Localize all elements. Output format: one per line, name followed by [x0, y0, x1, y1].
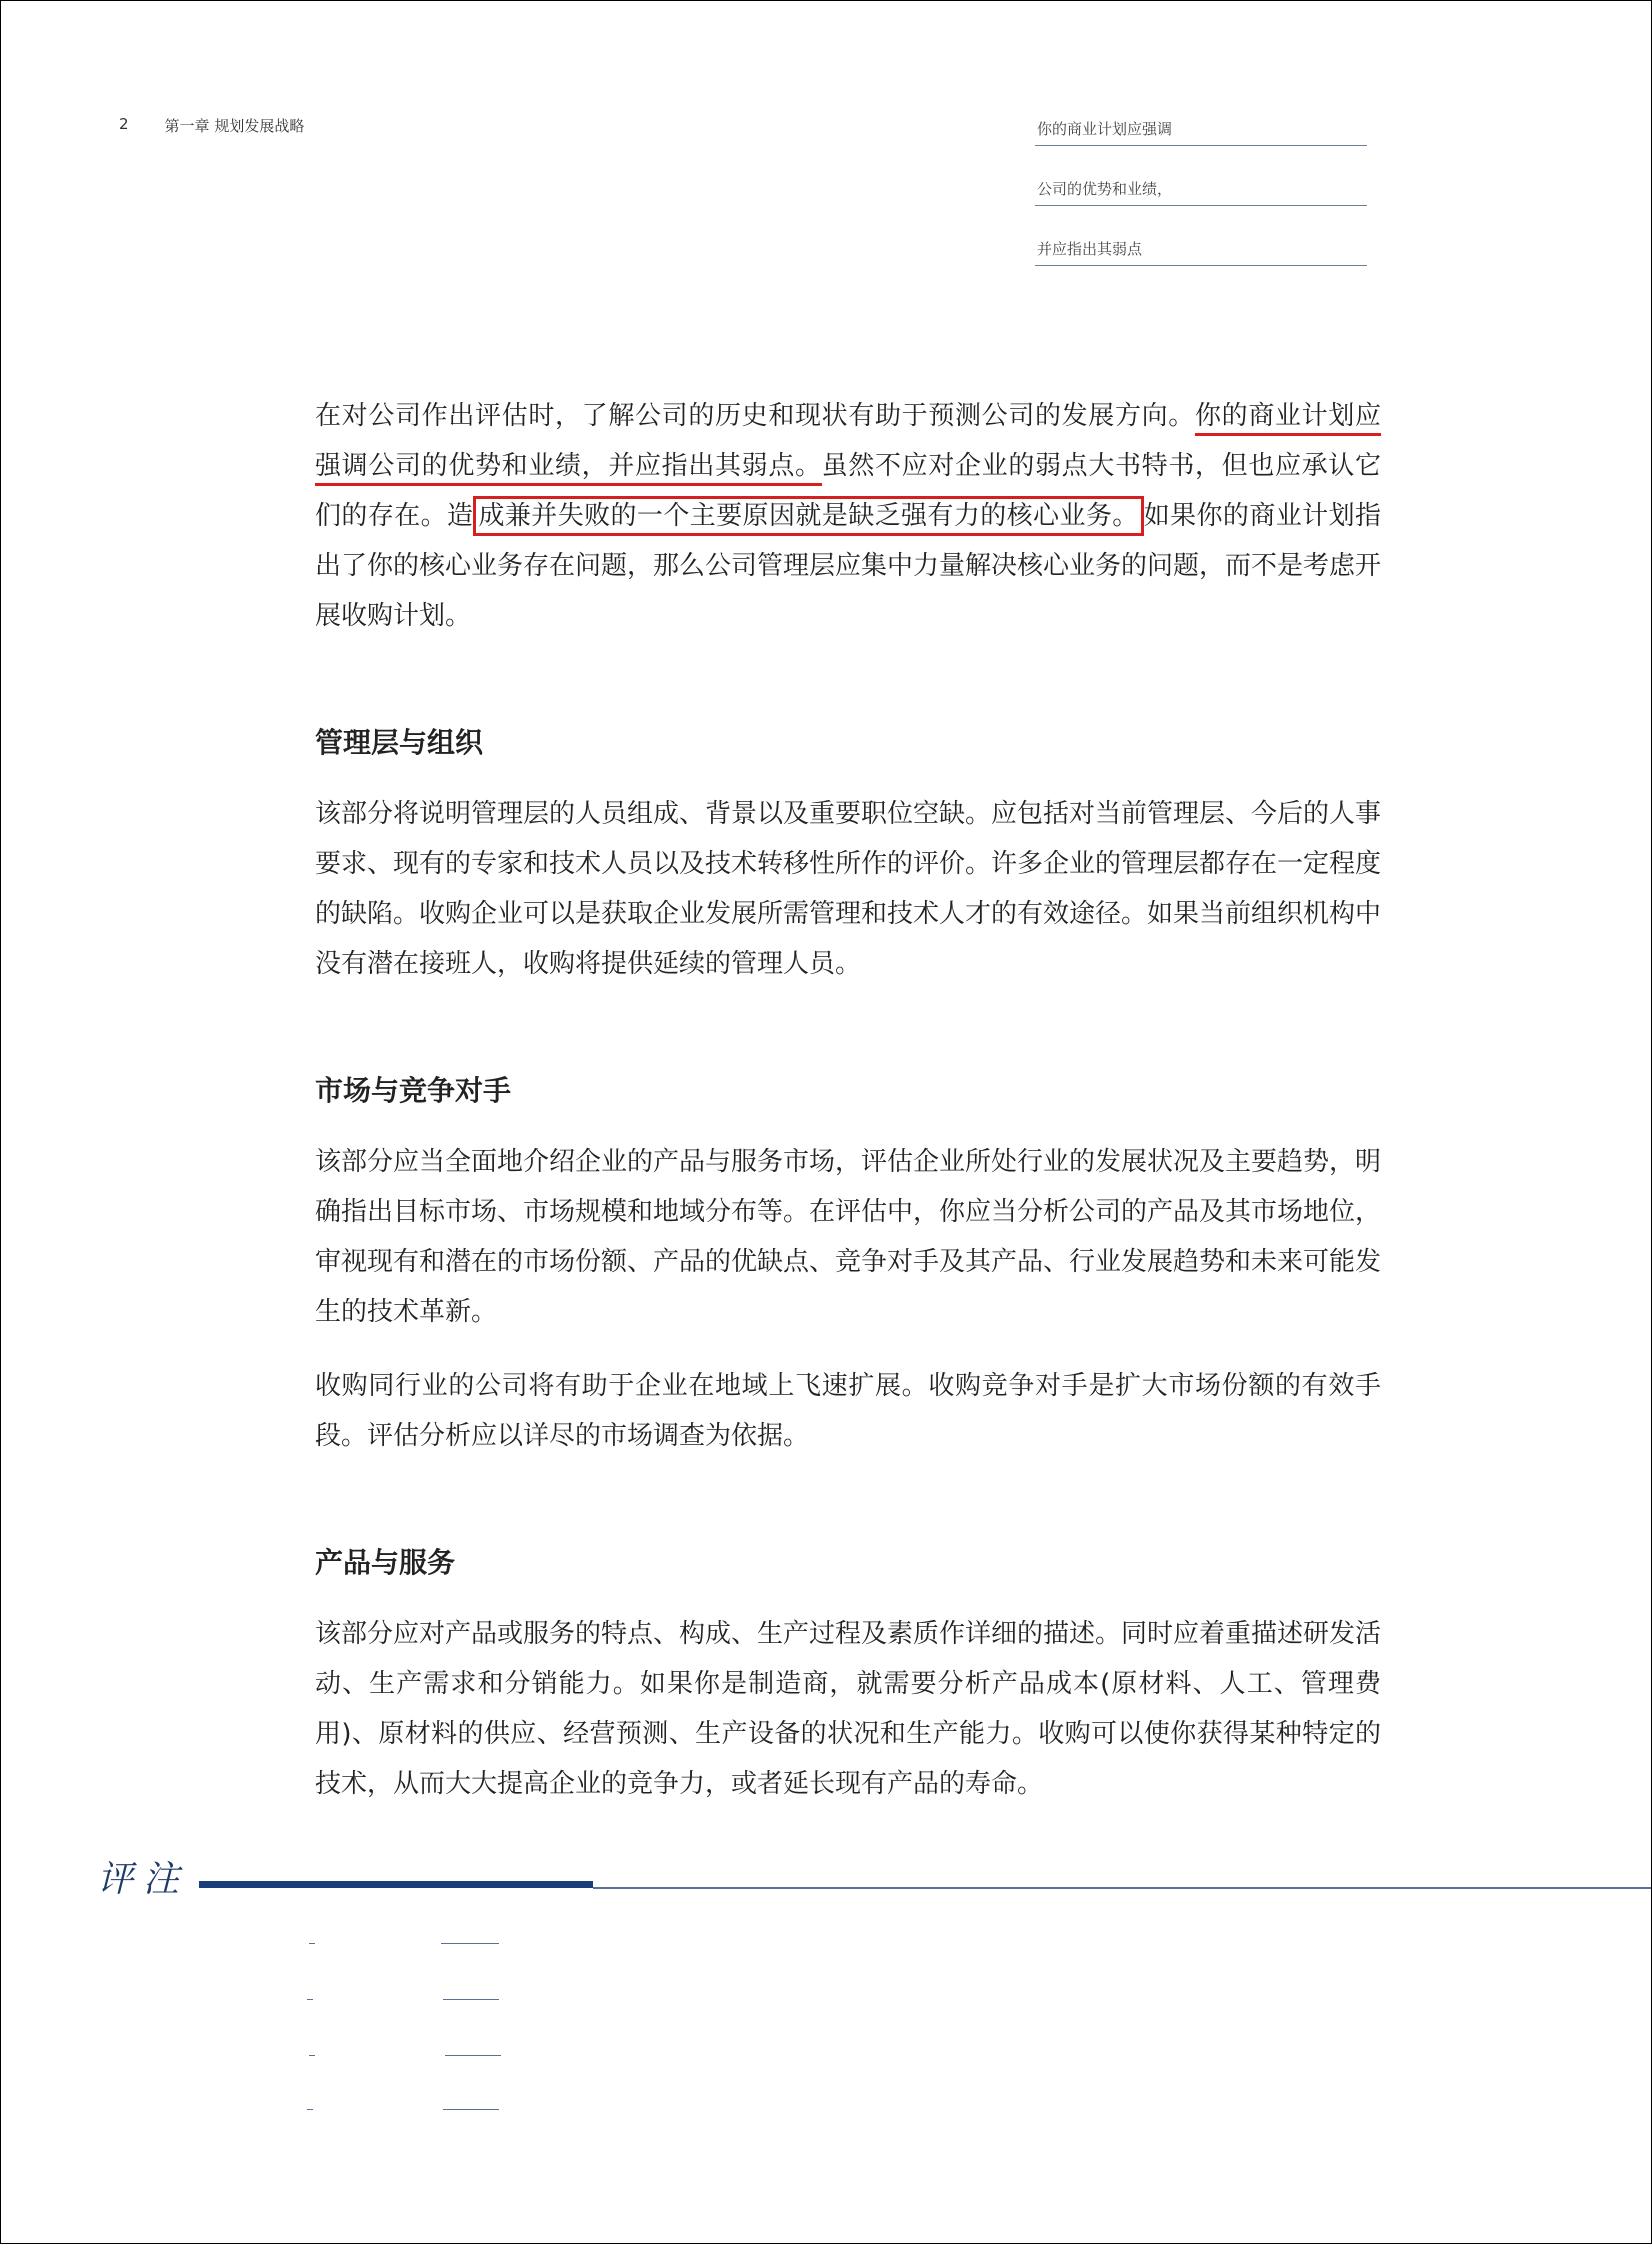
- margin-notes: [1035, 117, 1367, 297]
- comments-title: 评注: [97, 1859, 190, 1900]
- management-paragraph: 该部分将说明管理层的人员组成、背景以及重要职位空缺。应包括对当前管理层、今后的人事要求、现有的专家和技术人员以及技术转移性所作的评价。许多企业的管理层都存在一定程度的缺陷。收购企业可以是获取企业发展所需管理和技术人才的有效途径。如果当前组织机构中没有潜在接班人，收购将提供延续的管理人员。: [315, 799, 1382, 979]
- comments-divider: [593, 1887, 1652, 1889]
- margin-note: 并应指出其弱点: [1035, 237, 1367, 266]
- market-paragraph-2: 收购同行业的公司将有助于企业在地域上飞速扩展。收购竞争对手是扩大市场份额的有效手段。评估分析应以详尽的市场调查为依据。: [315, 1371, 1381, 1451]
- margin-note: 你的商业计划应强调: [1035, 117, 1367, 146]
- page-number: 2: [119, 115, 129, 133]
- section-heading-management: 管理层与组织: [315, 726, 484, 759]
- section-heading-market: 市场与竞争对手: [315, 1074, 512, 1107]
- intro-text: 在对公司作出评估时，了解公司的历史和现状有助于预测公司的发展方向。: [315, 401, 1195, 431]
- products-paragraph: 该部分应对产品或服务的特点、构成、生产过程及素质作详细的描述。同时应着重描述研发活动、生产需求和分销能力。如果你是制造商，就需要分析产品成本(原材料、人工、管理费用)、原材料的供应、经营预测、生产设备的状况和生产能力。收购可以使你获得某种特定的技术，从而大大提高企业的竞争力，或者延长现有产品的寿命。: [315, 1619, 1382, 1799]
- boxed-highlight: 成兼并失败的一个主要原因就是缺乏强有力的核心业务。: [473, 496, 1143, 536]
- chapter-title: 第一章 规划发展战略: [164, 117, 305, 135]
- comment-line: [309, 1943, 315, 1944]
- comment-line: [307, 2109, 313, 2110]
- comment-line: [441, 1943, 499, 1944]
- comment-line: [443, 1999, 499, 2000]
- intro-text: 如果你的商业计划指出了你的核心业务存在问题，那么公司管理层应集中力量解决核心业务的问题，而不是考虑开展收购计划。: [315, 501, 1382, 631]
- section-heading-products: 产品与服务: [315, 1546, 456, 1579]
- main-content: [315, 391, 1381, 1809]
- intro-text: 虽然不应对企业的弱点大书特书，但也应承认它们的存在。造: [315, 451, 1381, 531]
- comment-line: [309, 2055, 315, 2056]
- comment-line: [445, 2055, 501, 2056]
- margin-note: 公司的优势和业绩，: [1035, 177, 1367, 206]
- market-paragraph-1: 该部分应当全面地介绍企业的产品与服务市场，评估企业所处行业的发展状况及主要趋势，明确指出目标市场、市场规模和地域分布等。在评估中，你应当分析公司的产品及其市场地位，审视现有和潜在的市场份额、产品的优缺点、竞争对手及其产品、行业发展趋势和未来可能发生的技术革新。: [315, 1147, 1382, 1327]
- running-header: [119, 115, 304, 136]
- comment-line: [443, 2109, 499, 2110]
- intro-paragraph: [315, 391, 1381, 641]
- comments-accent-bar: [199, 1881, 593, 1888]
- underlined-highlight: 你的商业计划应强调公司的优势和业绩，并应指出其弱点。: [315, 401, 1381, 486]
- comments-area: [97, 1851, 1652, 2151]
- comment-line: [307, 1999, 313, 2000]
